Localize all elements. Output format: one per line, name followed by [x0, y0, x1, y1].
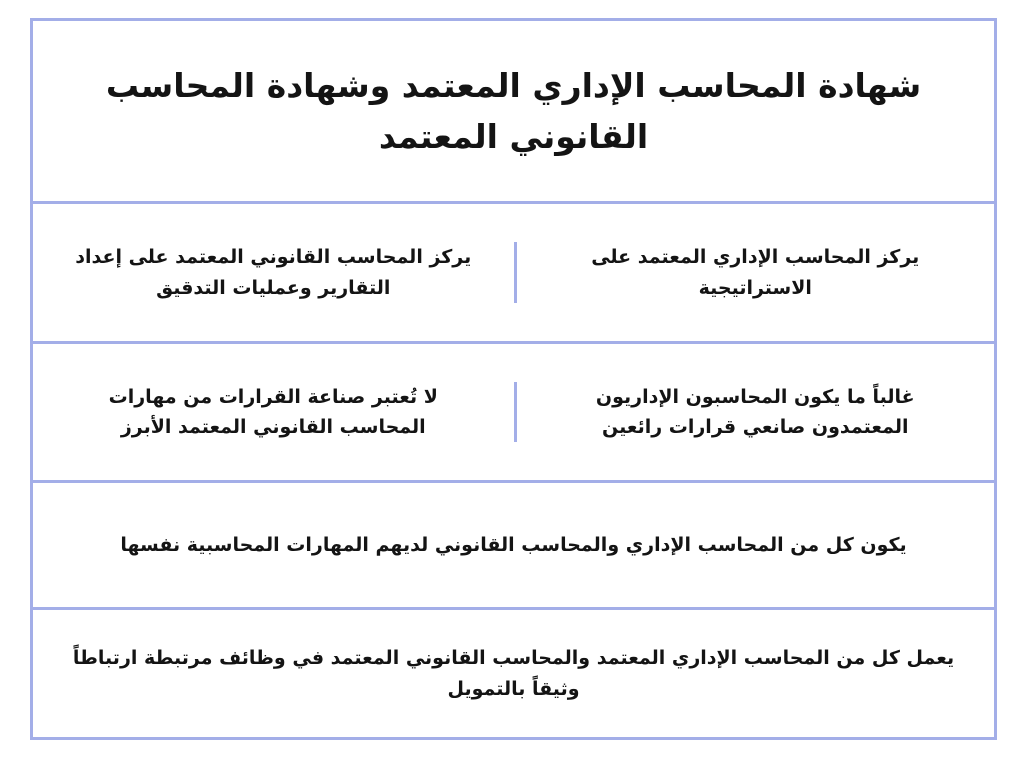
cpa-decision-cell: لا تُعتبر صناعة القرارات من مهارات المحاسب القانوني المعتمد الأبرز [108, 385, 438, 438]
finance-relation-cell: يعمل كل من المحاسب الإداري المعتمد والمحاسب القانوني المعتمد في وظائف مرتبطة ارتباطاً وثيقاً بالتمويل [33, 607, 994, 737]
cma-decision-cell: غالباً ما يكون المحاسبون الإداريون المعتمدون صانعي قرارات رائعين [514, 382, 995, 443]
decision-making-row [33, 341, 994, 480]
cma-focus-cell: يركز المحاسب الإداري المعتمد على الاستراتيجية [514, 242, 995, 303]
shared-skills-cell: يكون كل من المحاسب الإداري والمحاسب القانوني لديهم المهارات المحاسبية نفسها [33, 480, 994, 607]
title-cell [33, 21, 994, 201]
cpa-focus-cell: يركز المحاسب القانوني المعتمد على إعداد التقارير وعمليات التدقيق [75, 246, 472, 299]
focus-row [33, 201, 994, 341]
figure-title: شهادة المحاسب الإداري المعتمد وشهادة المحاسب القانوني المعتمد [105, 65, 922, 156]
comparison-table [30, 18, 997, 740]
